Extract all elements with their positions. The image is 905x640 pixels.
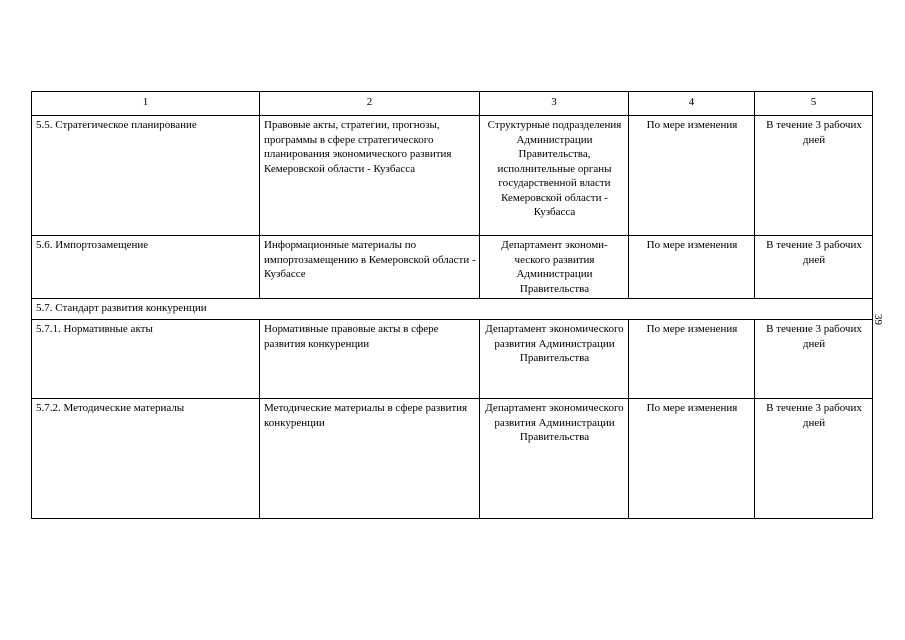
table-row	[32, 116, 873, 236]
row-deadline: В течение 3 рабочих дней	[755, 320, 873, 399]
row-deadline: В течение 3 рабочих дней	[755, 116, 873, 236]
column-number-4: 4	[629, 92, 755, 116]
row-responsible: Структурные подразделения Администрации Правительства, исполнительные органы государственной власти Кемеровской области - Кузбасса	[480, 116, 629, 236]
column-number-5: 5	[755, 92, 873, 116]
row-title: 5.7.1. Нормативные акты	[32, 320, 260, 399]
column-number-1: 1	[32, 92, 260, 116]
document-table	[31, 91, 873, 519]
table-header-row	[32, 92, 873, 116]
row-update-frequency: По мере изменения	[629, 399, 755, 519]
row-title: 5.7.2. Методические материалы	[32, 399, 260, 519]
row-content: Нормативные правовые акты в сфере развития конкуренции	[260, 320, 480, 399]
table-row	[32, 320, 873, 399]
row-title: 5.6. Импортозамещение	[32, 236, 260, 299]
row-responsible: Департамент экономического развития Администрации Правительства	[480, 399, 629, 519]
row-responsible: Департамент экономи-ческого развития Администрации Правительства	[480, 236, 629, 299]
column-number-2: 2	[260, 92, 480, 116]
table-row	[32, 236, 873, 299]
page-number: 39	[872, 314, 884, 325]
row-content: Правовые акты, стратегии, прогнозы, программы в сфере стратегического планирования экономического развития Кемеровской области - Кузбасса	[260, 116, 480, 236]
row-responsible: Департамент экономического развития Администрации Правительства	[480, 320, 629, 399]
row-deadline: В течение 3 рабочих дней	[755, 236, 873, 299]
row-title: 5.5. Стратегическое планирование	[32, 116, 260, 236]
table-section-row	[32, 299, 873, 320]
table-row	[32, 399, 873, 519]
row-content: Методические материалы в сфере развития конкуренции	[260, 399, 480, 519]
row-update-frequency: По мере изменения	[629, 236, 755, 299]
section-title: 5.7. Стандарт развития конкуренции	[32, 299, 873, 320]
column-number-3: 3	[480, 92, 629, 116]
row-deadline: В течение 3 рабочих дней	[755, 399, 873, 519]
row-content: Информационные материалы по импортозамещению в Кемеровской области - Кузбассе	[260, 236, 480, 299]
row-update-frequency: По мере изменения	[629, 116, 755, 236]
row-update-frequency: По мере изменения	[629, 320, 755, 399]
